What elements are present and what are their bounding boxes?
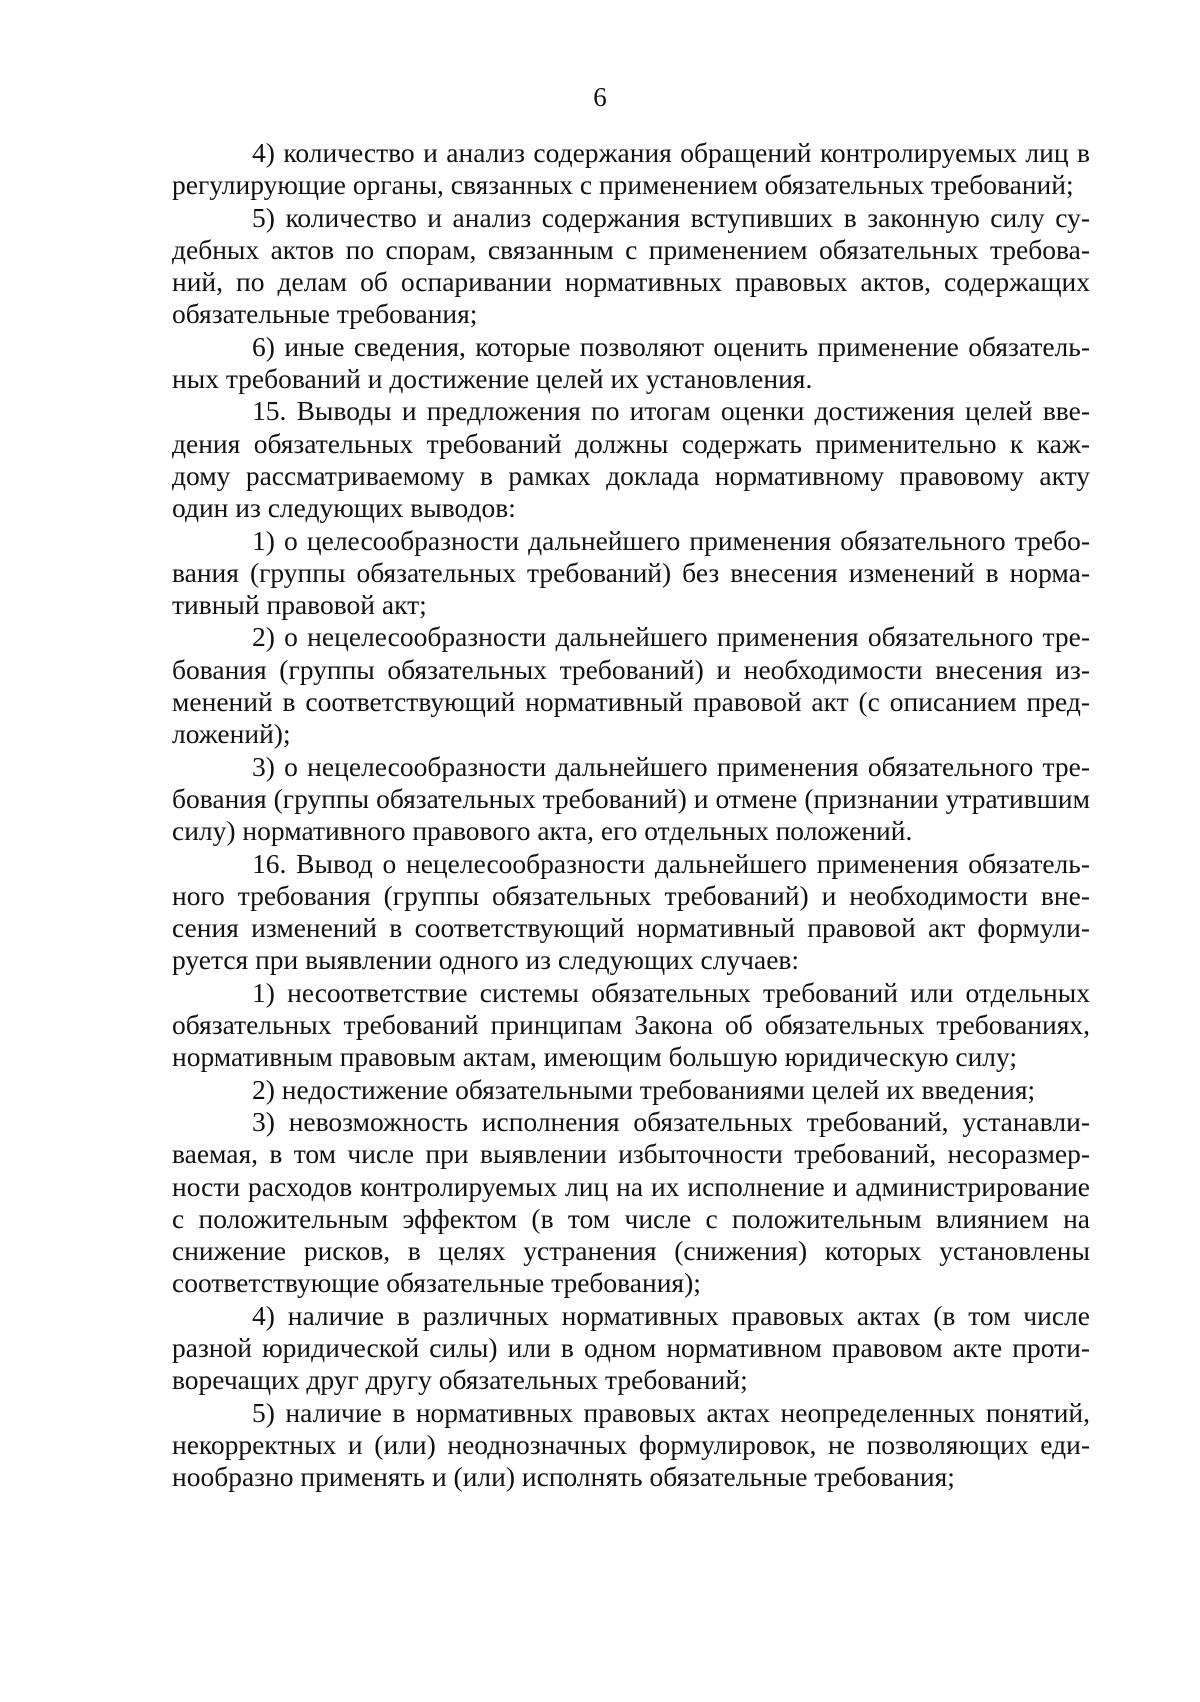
document-body (172, 137, 1090, 1493)
paragraph: 15. Выводы и предложения по итогам оценки достижения целей введения обязательных требований должны содержать применительно к каждому рассматриваемому в рамках доклада нормативному правовому акту один из следующих выводов: (172, 395, 1090, 524)
paragraph: 5) наличие в нормативных правовых актах неопределенных понятий, некорректных и (или) неоднозначных формулировок, не позволяющих единообразно применять и (или) исполнять обязательные требования; (172, 1396, 1090, 1493)
paragraph: 5) количество и анализ содержания вступивших в законную силу судебных актов по спорам, связанным с применением обязательных требований, по делам об оспаривании нормативных правовых актов, содержащих обязательные требования; (172, 201, 1090, 330)
paragraph: 6) иные сведения, которые позволяют оценить применение обязательных требований и достижение целей их установления. (172, 330, 1090, 395)
paragraph: 1) несоответствие системы обязательных требований или отдельных обязательных требований принципам Закона об обязательных требованиях, нормативным правовым актам, имеющим большую юридическую силу; (172, 976, 1090, 1073)
paragraph: 16. Вывод о нецелесообразности дальнейшего применения обязательного требования (группы обязательных требований) и необходимости внесения изменений в соответствующий нормативный правовой акт формулируется при выявлении одного из следующих случаев: (172, 847, 1090, 976)
paragraph: 1) о целесообразности дальнейшего применения обязательного требования (группы обязательных требований) без внесения изменений в нормативный правовой акт; (172, 524, 1090, 621)
paragraph: 2) о нецелесообразности дальнейшего применения обязательного требования (группы обязательных требований) и необходимости внесения изменений в соответствующий нормативный правовой акт (с описанием предложений); (172, 621, 1090, 750)
paragraph: 3) о нецелесообразности дальнейшего применения обязательного требования (группы обязательных требований) и отмене (признании утратившим силу) нормативного правового акта, его отдельных положений. (172, 750, 1090, 847)
paragraph: 4) количество и анализ содержания обращений контролируемых лиц в регулирующие органы, связанных с применением обязательных требований; (172, 137, 1090, 201)
page-number: 6 (593, 82, 607, 112)
paragraph: 4) наличие в различных нормативных правовых актах (в том числе разной юридической силы) или в одном нормативном правовом акте противоречащих друг другу обязательных требований; (172, 1299, 1090, 1396)
paragraph: 2) недостижение обязательными требованиями целей их введения; (252, 1073, 1036, 1105)
paragraph: 3) невозможность исполнения обязательных требований, устанавливаемая, в том числе при выявлении избыточности требований, несоразмерности расходов контролируемых лиц на их исполнение и администрирование с положительным эффектом (в том числе с положительным влиянием на снижение рисков, в целях устранения (снижения) которых установлены соответствующие обязательные требования); (172, 1105, 1090, 1299)
